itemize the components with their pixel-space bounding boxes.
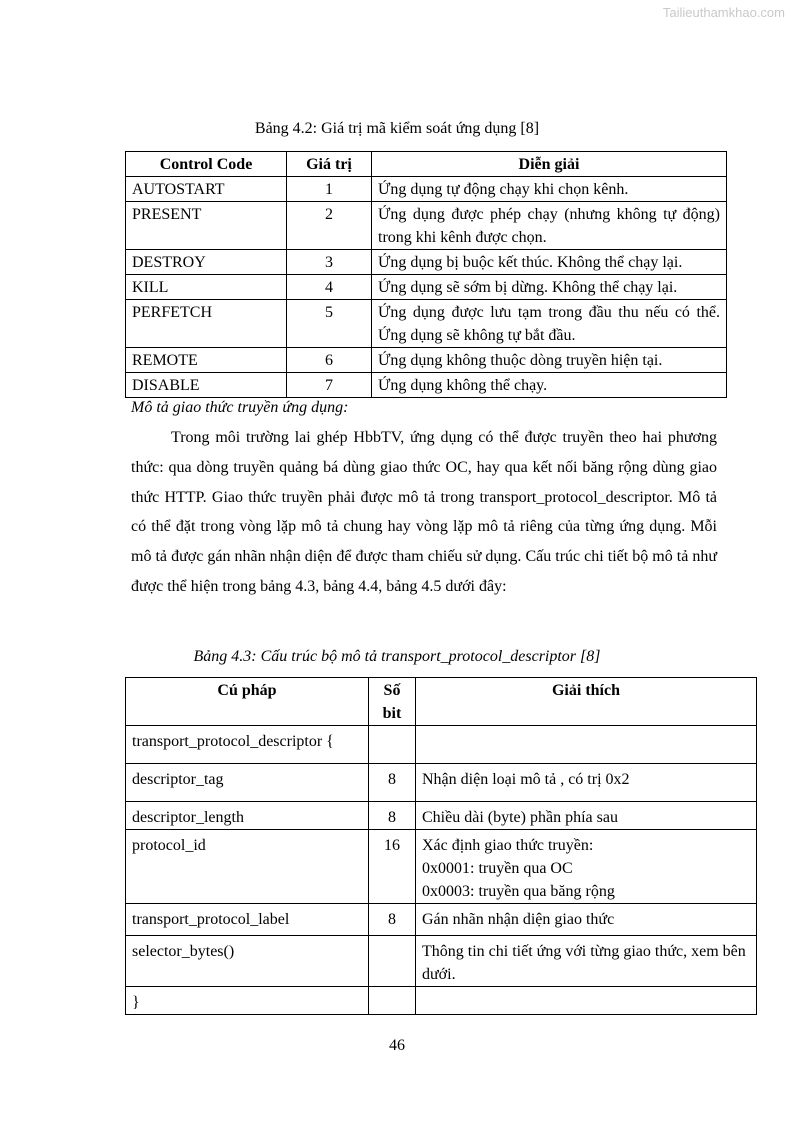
table-row bbox=[126, 726, 757, 764]
cell-explanation: Thông tin chi tiết ứng với từng giao thức, xem bên dưới. bbox=[416, 936, 757, 987]
cell-value: 5 bbox=[287, 300, 372, 348]
cell-explanation: Chiều dài (byte) phần phía sau bbox=[416, 802, 757, 830]
cell-explanation: Nhận diện loại mô tả , có trị 0x2 bbox=[416, 764, 757, 802]
table-row bbox=[126, 348, 727, 373]
table-row bbox=[126, 202, 727, 250]
table-header-row bbox=[126, 152, 727, 177]
cell-explanation bbox=[416, 987, 757, 1015]
watermark: Tailieuthamkhao.com bbox=[662, 5, 785, 20]
cell-bits bbox=[369, 987, 416, 1015]
table-row bbox=[126, 275, 727, 300]
table-row bbox=[126, 300, 727, 348]
table-header-row bbox=[126, 678, 757, 726]
cell-description: Ứng dụng được phép chạy (nhưng không tự động) trong khi kênh được chọn. bbox=[372, 202, 727, 250]
control-code-table bbox=[125, 151, 727, 398]
table-row bbox=[126, 904, 757, 936]
cell-description: Ứng dụng sẽ sớm bị dừng. Không thể chạy lại. bbox=[372, 275, 727, 300]
cell-syntax: transport_protocol_descriptor { bbox=[126, 726, 369, 764]
cell-code: REMOTE bbox=[126, 348, 287, 373]
cell-explanation: Gán nhãn nhận diện giao thức bbox=[416, 904, 757, 936]
cell-bits: 8 bbox=[369, 764, 416, 802]
cell-code: DESTROY bbox=[126, 250, 287, 275]
cell-code: AUTOSTART bbox=[126, 177, 287, 202]
cell-code: PERFETCH bbox=[126, 300, 287, 348]
header-bits: Số bit bbox=[369, 678, 416, 726]
descriptor-structure-table bbox=[125, 677, 757, 1015]
cell-bits: 8 bbox=[369, 904, 416, 936]
cell-code: PRESENT bbox=[126, 202, 287, 250]
cell-bits: 16 bbox=[369, 830, 416, 904]
cell-description: Ứng dụng tự động chạy khi chọn kênh. bbox=[372, 177, 727, 202]
table-row bbox=[126, 802, 757, 830]
cell-syntax: descriptor_length bbox=[126, 802, 369, 830]
table1-caption: Bảng 4.2: Giá trị mã kiểm soát ứng dụng [8] bbox=[254, 120, 540, 137]
header-syntax: Cú pháp bbox=[126, 678, 369, 726]
cell-value: 4 bbox=[287, 275, 372, 300]
cell-syntax: protocol_id bbox=[126, 830, 369, 904]
cell-code: KILL bbox=[126, 275, 287, 300]
page-number: 46 bbox=[389, 1037, 405, 1054]
table-row bbox=[126, 250, 727, 275]
cell-description: Ứng dụng được lưu tạm trong đầu thu nếu có thể. Ứng dụng sẽ không tự bắt đầu. bbox=[372, 300, 727, 348]
cell-description: Ứng dụng bị buộc kết thúc. Không thể chạy lại. bbox=[372, 250, 727, 275]
table-row bbox=[126, 373, 727, 398]
table-row bbox=[126, 936, 757, 987]
cell-value: 2 bbox=[287, 202, 372, 250]
cell-syntax: selector_bytes() bbox=[126, 936, 369, 987]
cell-syntax: } bbox=[126, 987, 369, 1015]
section-subheading: Mô tả giao thức truyền ứng dụng: bbox=[131, 399, 349, 416]
cell-description: Ứng dụng không thuộc dòng truyền hiện tại. bbox=[372, 348, 727, 373]
cell-explanation: Xác định giao thức truyền: 0x0001: truyền qua OC 0x0003: truyền qua băng rộng bbox=[416, 830, 757, 904]
cell-syntax: transport_protocol_label bbox=[126, 904, 369, 936]
header-value: Giá trị bbox=[287, 152, 372, 177]
cell-value: 7 bbox=[287, 373, 372, 398]
table2-caption: Bảng 4.3: Cấu trúc bộ mô tả transport_protocol_descriptor [8] bbox=[193, 648, 601, 665]
body-paragraph: Trong môi trường lai ghép HbbTV, ứng dụng có thể được truyền theo hai phương thức: qua dòng truyền quảng bá dùng giao thức OC, hay qua kết nối băng rộng dùng giao thức HTTP. Giao thức truyền phải được mô tả trong transport_protocol_descriptor. Mô tả có thể đặt trong vòng lặp mô tả chung hay vòng lặp mô tả riêng của từng ứng dụng. Mỗi mô tả được gán nhãn nhận diện để được tham chiếu sử dụng. Cấu trúc chi tiết bộ mô tả như được thể hiện trong bảng 4.3, bảng 4.4, bảng 4.5 dưới đây: bbox=[131, 429, 717, 595]
cell-bits bbox=[369, 936, 416, 987]
cell-explanation bbox=[416, 726, 757, 764]
table-row bbox=[126, 764, 757, 802]
cell-description: Ứng dụng không thể chạy. bbox=[372, 373, 727, 398]
table-row bbox=[126, 987, 757, 1015]
header-control-code: Control Code bbox=[126, 152, 287, 177]
table-row bbox=[126, 177, 727, 202]
cell-bits: 8 bbox=[369, 802, 416, 830]
header-description: Diễn giải bbox=[372, 152, 727, 177]
table-row bbox=[126, 830, 757, 904]
cell-value: 1 bbox=[287, 177, 372, 202]
header-explanation: Giải thích bbox=[416, 678, 757, 726]
cell-syntax: descriptor_tag bbox=[126, 764, 369, 802]
cell-value: 3 bbox=[287, 250, 372, 275]
cell-value: 6 bbox=[287, 348, 372, 373]
cell-bits bbox=[369, 726, 416, 764]
cell-code: DISABLE bbox=[126, 373, 287, 398]
